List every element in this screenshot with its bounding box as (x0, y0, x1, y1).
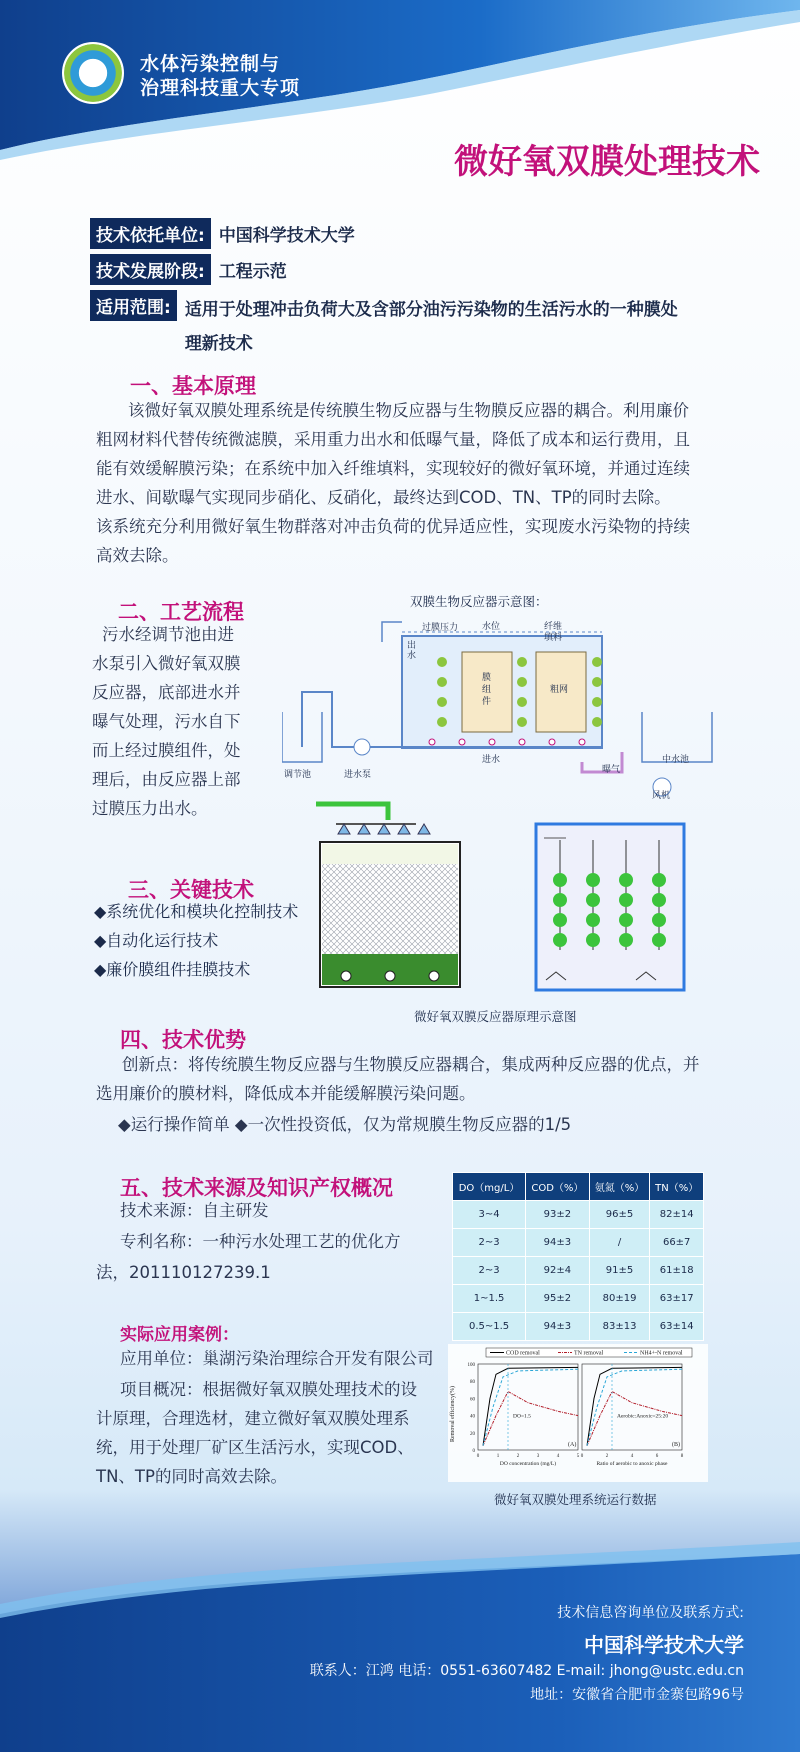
key-tech-list (94, 897, 298, 984)
x-tick-label: 0 (580, 1454, 584, 1459)
info-label: 技术发展阶段: (90, 254, 211, 285)
table-row: 0.5~1.5 94±3 83±13 63±14 (453, 1313, 704, 1341)
label-aeration: 曝气 (602, 764, 621, 774)
section-title-key-tech: 三、关键技术 (128, 878, 254, 902)
org-name: 水体污染控制与 治理科技重大专项 (140, 53, 301, 99)
label-fiber: 纤维 (544, 621, 563, 631)
biofilm-reactor (536, 824, 684, 990)
info-value: 中国科学技术大学 (218, 226, 355, 246)
y-axis-label: Removal efficiency(%) (450, 1385, 456, 1443)
logo (62, 42, 124, 104)
advantage-text: 创新点：将传统膜生物反应器与生物膜反应器耦合，集成两种反应器的优点，并 选用廉价的膜材料，降低成本并能缓解膜污染问题。 ◆运行操作简单 ◆一次性投资低，仅为常规膜生物反应器的1/5 (96, 1050, 716, 1139)
label-water-level: 水位 (482, 621, 501, 631)
table-row: 2~3 94±3 / 66±7 (453, 1229, 704, 1257)
y-tick-label: 80 (470, 1380, 475, 1386)
principle-text: 该微好氧双膜处理系统是传统膜生物反应器与生物膜反应器的耦合。利用廉价 粗网材料代替传统微滤膜，采用重力出水和低曝气量，降低了成本和运行费用，且 能有效缓解膜污染；在系统中加入纤维填料，实现较好的微好氧环境，并通过连续 进水、间歇曝气实现同步硝化、反硝化，最终达到COD、TN、TP的同时去除。 该系统充分利用微好氧生物群落对冲击负荷的优异适应性，实现废水污染物的持续 高效去除。 (96, 401, 690, 565)
removal-efficiency-chart (448, 1344, 708, 1482)
y-tick-label: 60 (470, 1397, 475, 1403)
table-row: 3~4 93±2 96±5 82±14 (453, 1201, 704, 1229)
process-flow-diagram (282, 612, 732, 800)
label-blower: 风机 (652, 790, 671, 800)
panel-id: (A) (568, 1442, 577, 1448)
table-header: TN（%） (650, 1173, 704, 1201)
x-tick-label: 0 (476, 1454, 480, 1459)
label-middle-tank: 中水池 (662, 754, 690, 764)
label-fiber-2: 填料 (544, 632, 563, 642)
y-tick-label: 100 (467, 1363, 475, 1368)
x-axis-label: Ratio of aerobic to anoxic phase (596, 1461, 668, 1467)
process-diagram-caption: 双膜生物反应器示意图： (410, 594, 548, 609)
legend-item: TN removal (574, 1350, 604, 1357)
cases-title: 实际应用案例： (120, 1325, 239, 1345)
list-item: ◆系统优化和模块化控制技术 (94, 902, 299, 921)
chart-annotation: Aerobic:Anoxic=25:20 (617, 1413, 669, 1420)
footer-address: 地址：安徽省合肥市金寨包路96号 (530, 1687, 744, 1703)
info-label: 技术依托单位: (90, 218, 211, 249)
results-table (452, 1172, 704, 1341)
x-tick-label: 4 (630, 1454, 634, 1459)
x-tick-label: 8 (680, 1454, 684, 1459)
principle-caption: 微好氧双膜反应器原理示意图 (414, 1009, 577, 1024)
source-text: 技术来源：自主研发 专利名称：一种污水处理工艺的优化方 法，201110127239.1 (96, 1201, 401, 1282)
panel-id: (B) (672, 1442, 680, 1448)
list-item: ◆廉价膜组件挂膜技术 (94, 960, 251, 979)
label-outlet-2: 水 (407, 650, 417, 660)
table-row: 2~3 92±4 91±5 61±18 (453, 1257, 704, 1285)
x-tick-label: 6 (655, 1454, 659, 1459)
legend-item: COD removal (506, 1350, 540, 1357)
x-tick-label: 2 (605, 1454, 609, 1459)
legend-item: NH4+-N removal (640, 1350, 683, 1357)
label-pressure: 过膜压力 (422, 622, 459, 632)
label-pump: 进水泵 (344, 769, 372, 779)
section-title-principle: 一、基本原理 (130, 374, 256, 398)
section-title-process: 二、工艺流程 (118, 600, 244, 624)
y-tick-label: 20 (470, 1431, 475, 1437)
y-tick-label: 40 (470, 1414, 475, 1420)
label-membrane: 膜 (482, 672, 492, 682)
chart-annotation: DO=1.5 (513, 1413, 531, 1420)
process-text: 污水经调节池由进 水泵引入微好氧双膜 反应器，底部进水并 曝气处理，污水自下 而上经过膜组件，处 理后，由反应器上部 过膜压力出水。 (92, 625, 241, 818)
cases-text: 应用单位：巢湖污染治理综合开发有限公司 项目概况：根据微好氧双膜处理技术的设 计原理，合理选材，建立微好氧双膜处理系 统，用于处理厂矿区生活污水，实现COD、 TN、TP的同时高效去除。 (96, 1349, 434, 1486)
label-tank: 调节池 (284, 769, 312, 779)
x-tick-label: 1 (496, 1454, 500, 1459)
label-mesh: 粗网 (550, 684, 569, 694)
x-tick-label: 3 (536, 1454, 540, 1459)
x-tick-label: 4 (556, 1454, 560, 1459)
table-row: 1~1.5 95±2 80±19 63±17 (453, 1285, 704, 1313)
pump-icon (354, 739, 370, 755)
table-header: COD（%） (526, 1173, 590, 1201)
table-header: DO（mg/L） (453, 1173, 526, 1201)
section-title-source: 五、技术来源及知识产权概况 (120, 1176, 393, 1200)
label-membrane-2: 组 (482, 684, 492, 694)
info-value: 工程示范 (218, 262, 287, 282)
info-row-unit (90, 218, 355, 249)
x-tick-label: 2 (516, 1454, 520, 1459)
outlet-pipe (316, 804, 388, 820)
info-label: 适用范围: (90, 290, 177, 321)
x-axis-label: DO concentration (mg/L) (499, 1461, 557, 1467)
label-inlet: 进水 (482, 754, 501, 764)
principle-diagram (316, 800, 690, 992)
label-membrane-3: 件 (482, 696, 492, 706)
footer-contact: 联系人：江鸿 电话：0551-63607482 E-mail: jhong@ustc.edu.cn (309, 1663, 744, 1679)
y-tick-label: 0 (472, 1449, 475, 1454)
chart-caption: 微好氧双膜处理系统运行数据 (494, 1492, 657, 1507)
info-value-cont: 理新技术 (184, 334, 253, 354)
footer-consult: 技术信息咨询单位及联系方式: (557, 1605, 744, 1621)
info-value: 适用于处理冲击负荷大及含部分油污污染物的生活污水的一种膜处 (184, 300, 678, 320)
footer-university: 中国科学技术大学 (584, 1633, 744, 1657)
chart-legend (486, 1348, 692, 1357)
advantage-bullets: ◆运行操作简单 ◆一次性投资低，仅为常规膜生物反应器的1/5 (118, 1115, 572, 1134)
table-header: 氨氮（%） (589, 1173, 650, 1201)
list-item: ◆自动化运行技术 (94, 931, 219, 950)
section-title-advantage: 四、技术优势 (120, 1028, 246, 1052)
info-row-stage (90, 254, 287, 285)
x-tick-label: 5 (576, 1454, 580, 1459)
page-title: 微好氧双膜处理技术 (454, 142, 760, 182)
label-outlet: 出 (407, 640, 417, 650)
info-row-scope (90, 290, 730, 361)
